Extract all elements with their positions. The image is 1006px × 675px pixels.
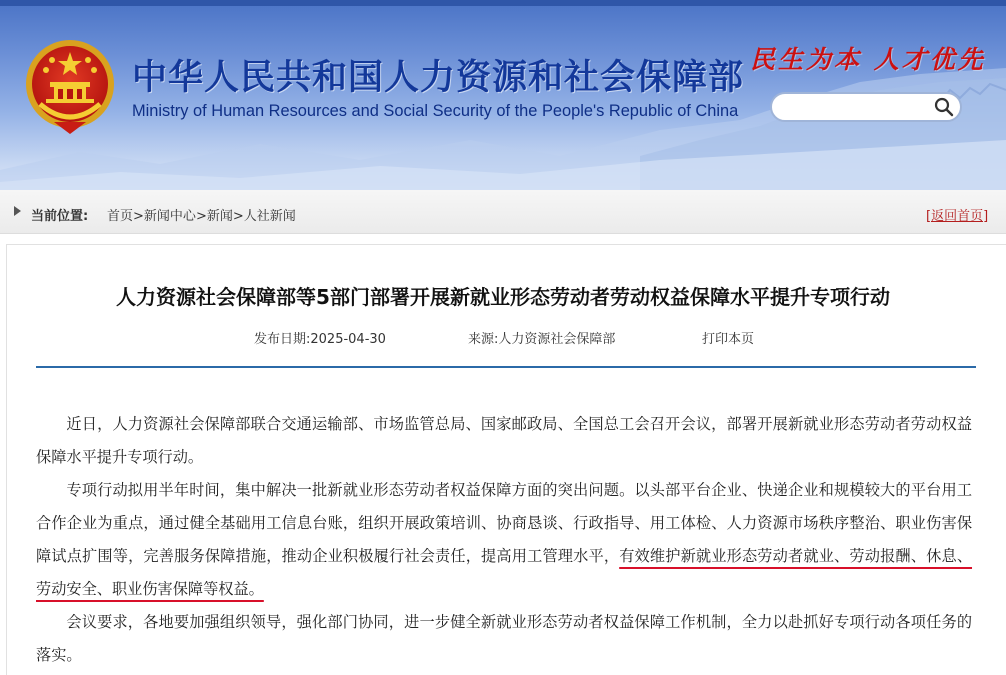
publish-date-value: 2025-04-30: [310, 332, 386, 347]
article-title: 人力资源社会保障部等5部门部署开展新就业形态劳动者劳动权益保障水平提升专项行动: [116, 285, 890, 309]
paragraph-text: 会议要求，各地要加强组织领导，强化部门协同，进一步健全新就业形态劳动者权益保障工作机制，全力以赴抓好专项行动各项任务的落实。: [36, 613, 972, 664]
highlighted-text: 有效维护新就业形态劳动者就业、劳动报酬、休息、劳动安全、职业伤害保障等权益。: [36, 547, 973, 598]
print-page-link[interactable]: 打印本页: [702, 332, 755, 347]
header-top-stripe: [0, 0, 1006, 6]
triangle-right-icon: [14, 206, 21, 216]
breadcrumb: [107, 205, 296, 224]
search-icon[interactable]: [934, 97, 954, 117]
breadcrumb-separator: >: [195, 209, 207, 224]
breadcrumb-news[interactable]: 新闻: [206, 209, 233, 224]
article-paragraph: [36, 408, 972, 474]
publish-date: [254, 328, 386, 347]
breadcrumb-hr-news[interactable]: 人社新闻: [243, 209, 296, 224]
slogan: 民生为本 人才优先: [750, 45, 986, 74]
site-header: [0, 0, 1006, 190]
source-label: 来源:: [468, 332, 499, 347]
site-title: 中华人民共和国人力资源和社会保障部: [132, 58, 745, 98]
article-paragraph: [36, 474, 972, 606]
back-to-home-link[interactable]: [返回首页]: [926, 209, 989, 224]
article-body: [36, 408, 972, 672]
source-value: 人力资源社会保障部: [498, 332, 616, 347]
article-paragraph: [36, 606, 972, 672]
breadcrumb-separator: >: [133, 209, 144, 224]
paragraph-text: 专项行动拟用半年时间，集中解决一批新就业形态劳动者权益保障方面的突出问题。以头部平台企业、快递企业和规模较大的平台用工合作企业为重点，通过健全基础用工信息台账，组织开展政策培训、协商恳谈、行政指导、用工体检、人力资源市场秩序整治、职业伤害保障试点扩围等，完善服务保障措施，推动企业积极履行社会责任，提高用工管理水平，: [36, 481, 972, 565]
site-subtitle-english: Ministry of Human Resources and Social Security of the People's Republic of China: [132, 102, 739, 120]
title-divider: [36, 366, 976, 368]
breadcrumb-separator: >: [232, 209, 244, 224]
national-emblem-icon: [24, 38, 116, 138]
breadcrumb-label: 当前位置:: [31, 209, 89, 224]
breadcrumb-home[interactable]: 首页: [107, 209, 134, 224]
paragraph-text: 近日，人力资源社会保障部联合交通运输部、市场监管总局、国家邮政局、全国总工会召开会议，部署开展新就业形态劳动者劳动权益保障水平提升专项行动。: [36, 415, 972, 466]
breadcrumb-news-center[interactable]: 新闻中心: [143, 209, 196, 224]
publish-date-label: 发布日期:: [254, 332, 311, 347]
article-source: [468, 328, 615, 347]
